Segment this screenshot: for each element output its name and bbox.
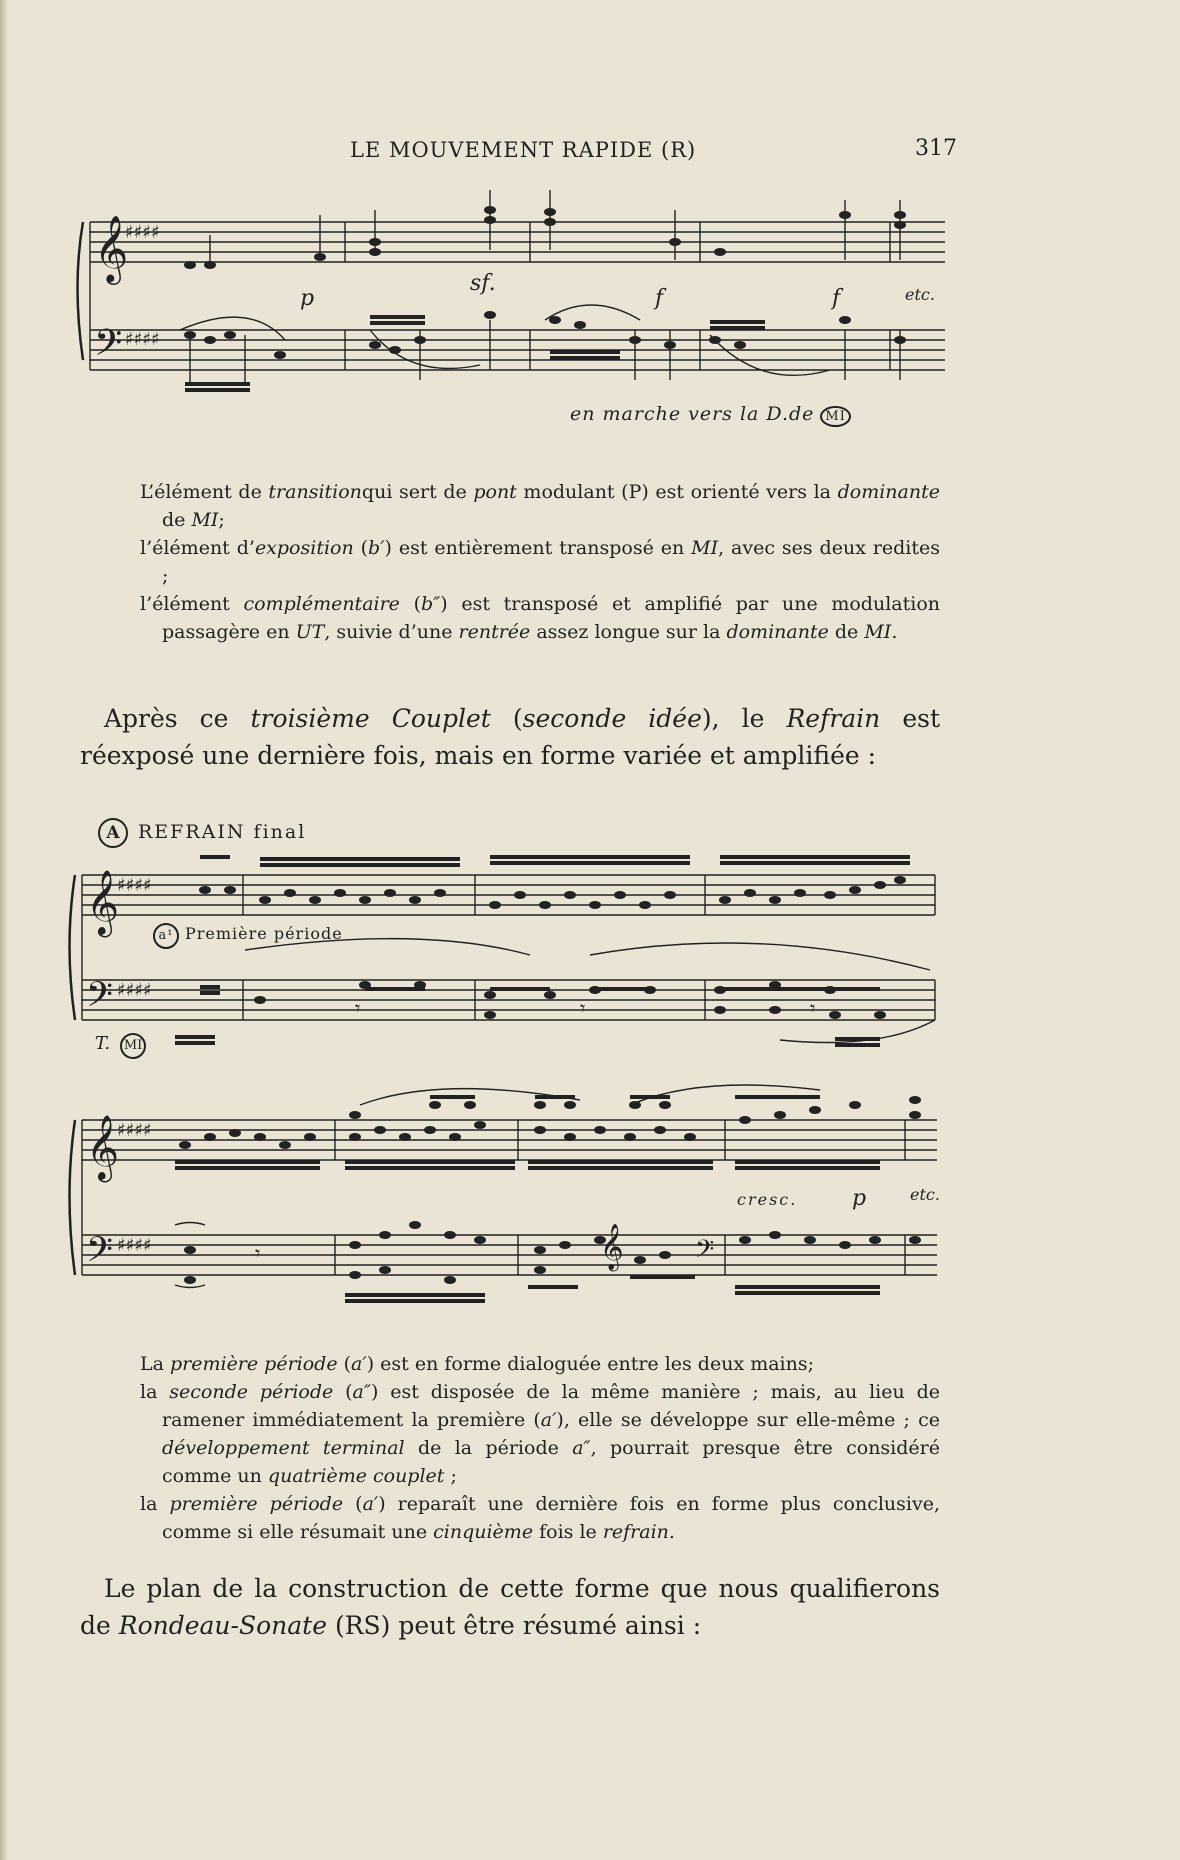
music-score-3	[0, 1075, 1180, 1325]
mi-circle-1: MI	[820, 406, 850, 427]
dynamic-f-1: f	[655, 286, 664, 311]
svg-text:𝄢: 𝄢	[94, 322, 123, 373]
analysis-notes-1	[140, 478, 940, 646]
dynamic-p: p	[300, 286, 315, 311]
svg-text:♯♯♯♯: ♯♯♯♯	[117, 1120, 152, 1141]
svg-text:♯♯♯♯: ♯♯♯♯	[117, 1235, 152, 1256]
svg-text:♯♯♯♯: ♯♯♯♯	[117, 980, 152, 1001]
note-transition: L’élément de transitionqui sert de pont modulant (P) est orienté vers la dominante de MI;	[140, 481, 940, 531]
etc-marking-1: etc.	[905, 285, 935, 304]
mi-circle-2: MI	[120, 1033, 146, 1059]
svg-text:𝄢: 𝄢	[86, 974, 114, 1023]
cresc-marking: cresc.	[737, 1190, 798, 1209]
svg-text:𝄞: 𝄞	[86, 1115, 120, 1180]
paragraph-rondeau-sonate: Le plan de la construction de cette forme que nous qualifierons de Rondeau-Sonate (RS) peut être résumé ainsi :	[80, 1574, 940, 1640]
dynamic-p-2: p	[852, 1186, 867, 1211]
svg-text:𝄢: 𝄢	[695, 1235, 715, 1270]
svg-text:𝄾: 𝄾	[255, 1241, 261, 1265]
note-complementaire: l’élément complémentaire (b″) est transposé et amplifié par une modulation passagère en UT, suivie d’une rentrée assez longue sur la dominante de MI.	[140, 593, 940, 643]
paragraph-refrain: Après ce troisième Couplet (seconde idée), le Refrain est réexposé une dernière fois, mais en forme variée et amplifiée :	[80, 704, 940, 770]
svg-text:𝄢: 𝄢	[86, 1229, 114, 1278]
refrain-final-label: A REFRAIN final	[98, 818, 306, 848]
music-score-2	[0, 855, 1180, 1055]
svg-text:♯♯♯♯: ♯♯♯♯	[125, 329, 160, 350]
modulation-caption: en marche vers la D.de MI	[570, 403, 851, 427]
analysis-notes-2	[140, 1350, 940, 1546]
dynamic-f-2: f	[832, 286, 841, 311]
tonic-label: T. MI	[95, 1033, 152, 1059]
etc-marking-2: etc.	[910, 1185, 940, 1204]
dynamic-sf: sf.	[470, 271, 496, 296]
circle-a-marker: A	[98, 818, 128, 848]
running-header: LE MOUVEMENT RAPIDE (R)	[350, 138, 697, 162]
svg-text:𝄞: 𝄞	[86, 870, 120, 935]
note-exposition: l’élément d’exposition (b′) est entièrement transposé en MI, avec ses deux redites ;	[140, 537, 941, 587]
note-seconde-periode: la seconde période (a″) est disposée de la même manière ; mais, au lieu de ramener immédiatement la première (a′), elle se développe sur elle-même ; ce développement terminal de la période a″, pourrait presque être considéré comme un quatrième couplet ;	[140, 1381, 941, 1487]
svg-text:𝄾: 𝄾	[355, 996, 361, 1020]
page-number: 317	[915, 136, 957, 161]
note-premiere-periode: La première période (a′) est en forme dialoguée entre les deux mains;	[140, 1353, 815, 1375]
svg-text:♯♯♯♯: ♯♯♯♯	[117, 875, 152, 896]
svg-text:𝄞: 𝄞	[94, 214, 129, 282]
music-score-1	[0, 190, 1180, 400]
note-reprise: la première période (a′) reparaît une dernière fois en forme plus conclusive, comme si elle résumait une cinquième fois le refrain.	[140, 1493, 941, 1543]
svg-text:𝄾: 𝄾	[810, 996, 816, 1020]
svg-text:♯♯♯♯: ♯♯♯♯	[125, 222, 160, 243]
premiere-periode-label: a¹ Première période	[153, 923, 343, 949]
svg-text:𝄾: 𝄾	[580, 996, 586, 1020]
circle-a1-marker: a¹	[153, 923, 179, 949]
svg-text:𝄞: 𝄞	[600, 1224, 624, 1270]
